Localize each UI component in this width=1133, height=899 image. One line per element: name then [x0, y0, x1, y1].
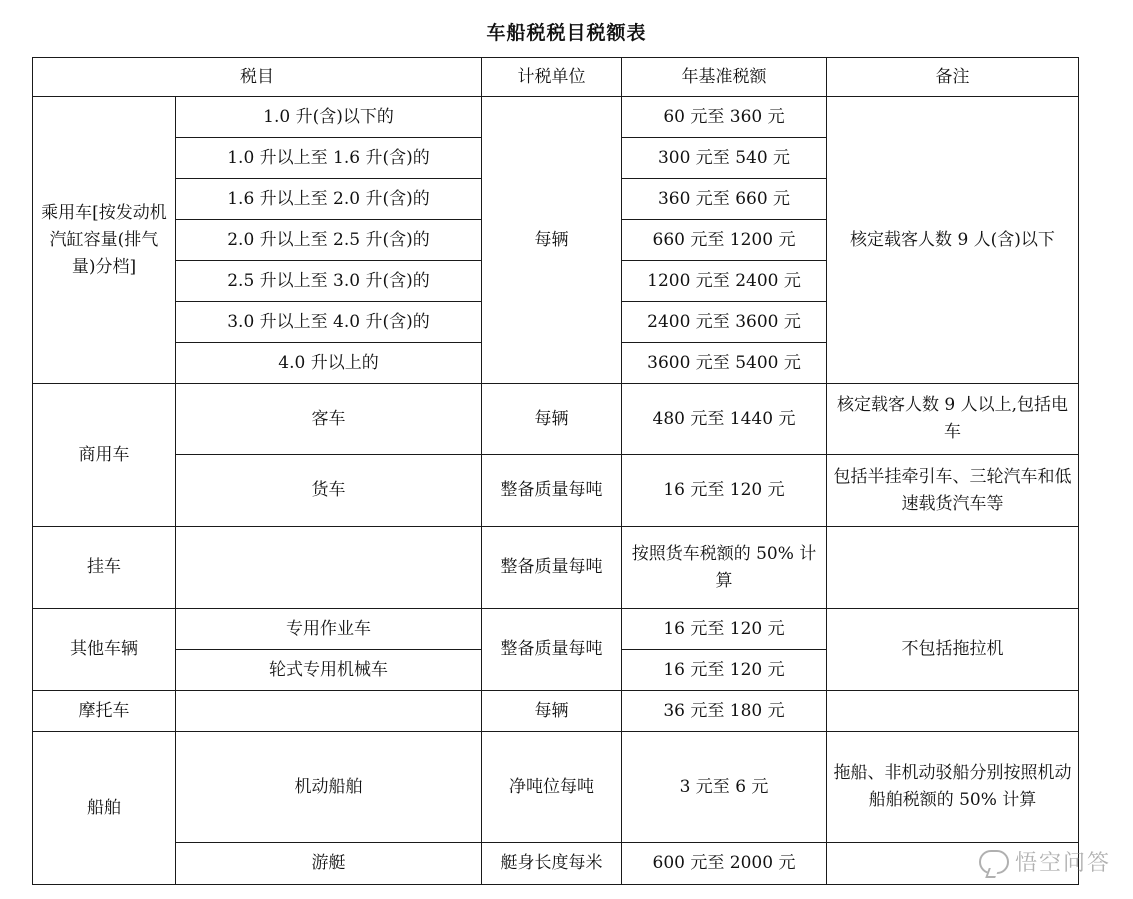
unit-cell: 每辆: [482, 691, 622, 732]
sub-item: 2.5 升以上至 3.0 升(含)的: [176, 261, 482, 302]
note-cell: 不包括拖拉机: [827, 609, 1079, 691]
vehicle-vessel-tax-table: [32, 57, 1079, 885]
category-other: 其他车辆: [33, 609, 176, 691]
amount-cell: 3 元至 6 元: [622, 732, 827, 843]
table-row: [33, 455, 1079, 527]
amount-cell: 16 元至 120 元: [622, 455, 827, 527]
amount-cell: 3600 元至 5400 元: [622, 343, 827, 384]
note-cell: 包括半挂牵引车、三轮汽车和低速载货汽车等: [827, 455, 1079, 527]
amount-cell: 16 元至 120 元: [622, 650, 827, 691]
amount-cell: 1200 元至 2400 元: [622, 261, 827, 302]
unit-cell: 每辆: [482, 384, 622, 455]
sub-item: 3.0 升以上至 4.0 升(含)的: [176, 302, 482, 343]
note-cell: 核定载客人数 9 人以上,包括电车: [827, 384, 1079, 455]
category-motorcycle: 摩托车: [33, 691, 176, 732]
sub-item: 2.0 升以上至 2.5 升(含)的: [176, 220, 482, 261]
category-trailer: 挂车: [33, 527, 176, 609]
sub-item: 货车: [176, 455, 482, 527]
sub-item: 4.0 升以上的: [176, 343, 482, 384]
unit-cell: 艇身长度每米: [482, 843, 622, 885]
amount-cell: 36 元至 180 元: [622, 691, 827, 732]
table-title: 车船税税目税额表: [486, 22, 647, 44]
watermark: [979, 846, 1111, 877]
amount-cell: 按照货车税额的 50% 计算: [622, 527, 827, 609]
amount-cell: 660 元至 1200 元: [622, 220, 827, 261]
note-cell: [827, 691, 1079, 732]
unit-cell: 每辆: [482, 97, 622, 384]
sub-item: 1.6 升以上至 2.0 升(含)的: [176, 179, 482, 220]
table-row: [33, 609, 1079, 650]
amount-cell: 16 元至 120 元: [622, 609, 827, 650]
sub-item: 客车: [176, 384, 482, 455]
sub-item: 专用作业车: [176, 609, 482, 650]
speech-bubble-icon: [979, 850, 1009, 874]
table-row: [33, 527, 1079, 609]
header-note: 备注: [827, 58, 1079, 97]
header-unit: 计税单位: [482, 58, 622, 97]
table-row: [33, 843, 1079, 885]
amount-cell: 360 元至 660 元: [622, 179, 827, 220]
sub-item: 轮式专用机械车: [176, 650, 482, 691]
table-row: [33, 384, 1079, 455]
header-amount: 年基准税额: [622, 58, 827, 97]
category-vessel: 船舶: [33, 732, 176, 885]
table-row: [33, 732, 1079, 843]
unit-cell: 净吨位每吨: [482, 732, 622, 843]
header-row: [33, 58, 1079, 97]
amount-cell: 480 元至 1440 元: [622, 384, 827, 455]
unit-cell: 整备质量每吨: [482, 455, 622, 527]
note-cell: 核定载客人数 9 人(含)以下: [827, 97, 1079, 384]
amount-cell: 600 元至 2000 元: [622, 843, 827, 885]
unit-cell: 整备质量每吨: [482, 527, 622, 609]
amount-cell: 60 元至 360 元: [622, 97, 827, 138]
unit-cell: 整备质量每吨: [482, 609, 622, 691]
table-row: [33, 691, 1079, 732]
watermark-text: 悟空问答: [1014, 851, 1111, 876]
amount-cell: 2400 元至 3600 元: [622, 302, 827, 343]
sub-item: 1.0 升以上至 1.6 升(含)的: [176, 138, 482, 179]
sub-item-empty: [176, 527, 482, 609]
amount-cell: 300 元至 540 元: [622, 138, 827, 179]
note-cell: [827, 527, 1079, 609]
header-item: 税目: [33, 58, 482, 97]
category-commercial: 商用车: [33, 384, 176, 527]
note-cell: 拖船、非机动驳船分别按照机动船舶税额的 50% 计算: [827, 732, 1079, 843]
sub-item: 机动船舶: [176, 732, 482, 843]
sub-item: 游艇: [176, 843, 482, 885]
sub-item-empty: [176, 691, 482, 732]
category-passenger: 乘用车[按发动机汽缸容量(排气量)分档]: [33, 97, 176, 384]
sub-item: 1.0 升(含)以下的: [176, 97, 482, 138]
table-row: [33, 97, 1079, 138]
